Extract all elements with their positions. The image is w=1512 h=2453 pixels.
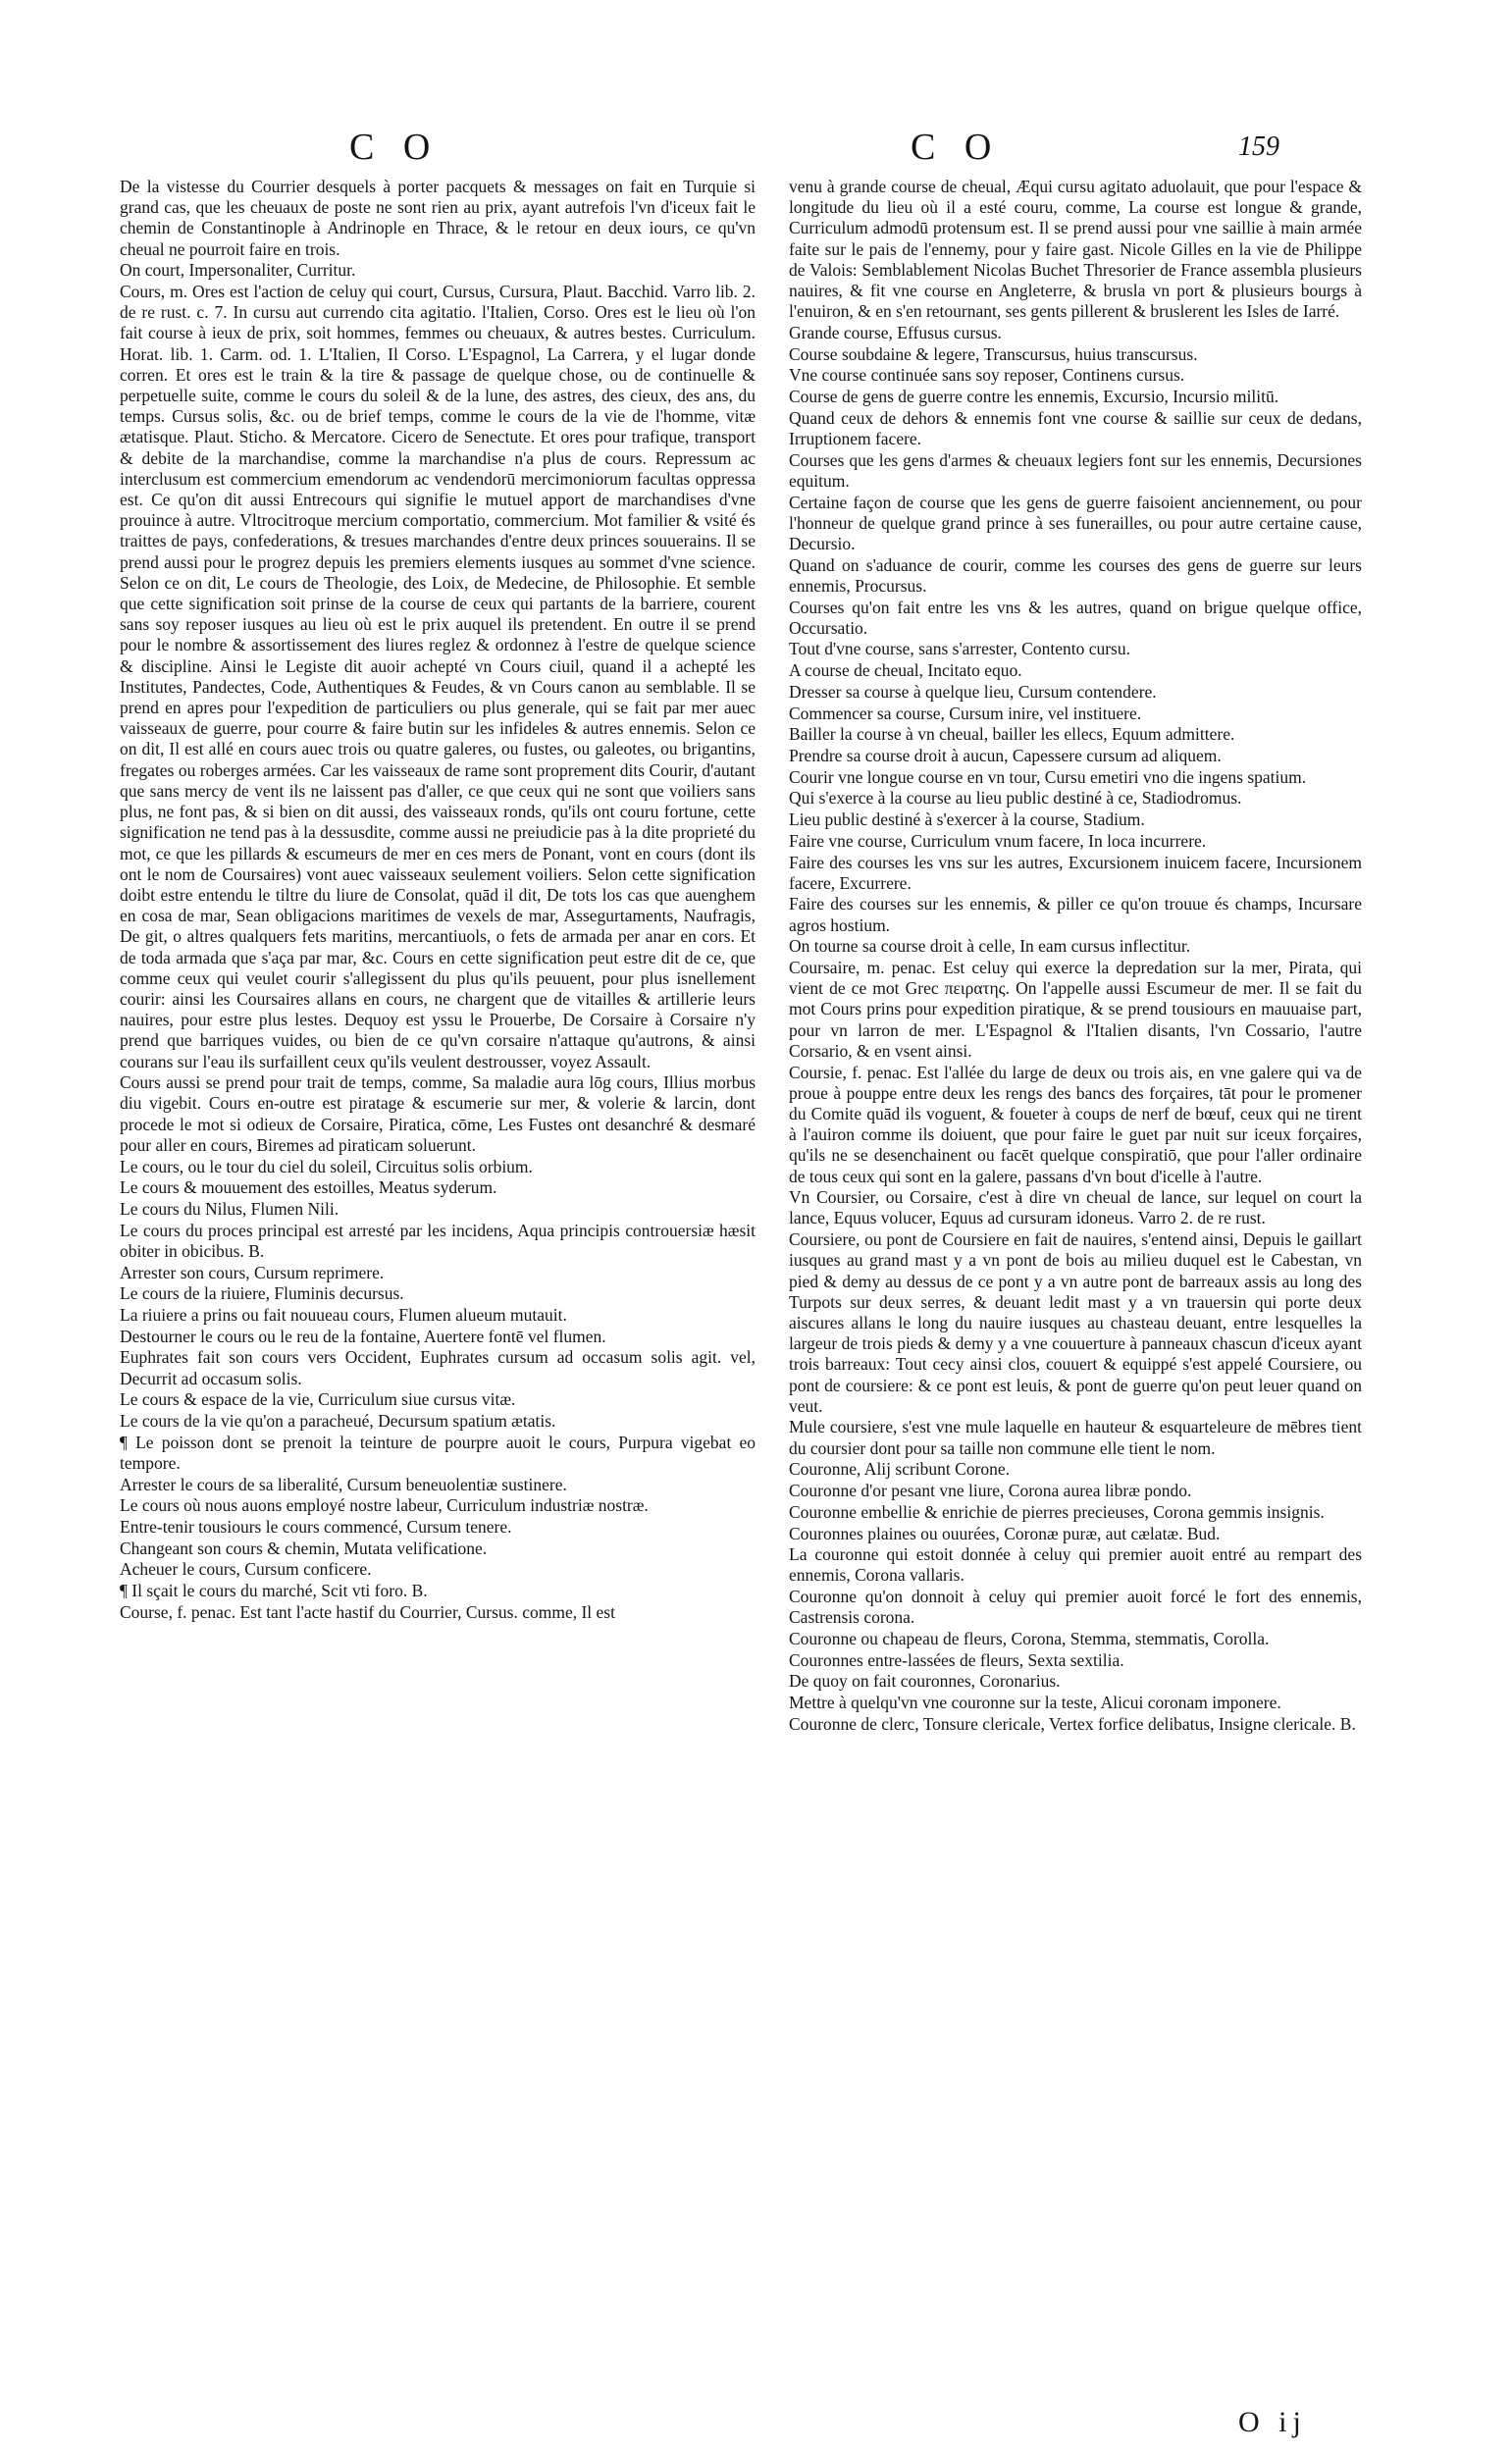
- dictionary-entry: Bailler la course à vn cheual, bailler les ellecs, Equum admittere.: [789, 724, 1235, 745]
- right-column: [789, 177, 1362, 1736]
- dictionary-entry: On court, Impersonaliter, Curritur.: [120, 260, 356, 281]
- dictionary-entry: Le cours de la vie qu'on a paracheué, Decursum spatium ætatis.: [120, 1410, 556, 1431]
- dictionary-entry: Couronne, Alij scribunt Corone.: [789, 1459, 1011, 1480]
- dictionary-entry: Cours aussi se prend pour trait de temps, comme, Sa maladie aura lōg cours, Illius morbus diu vigebit. Cours en-outre est piratage & escumerie sur mer, & volerie & larcin, dont procede le mot si odieux de Corsaire, Piratica, cōme, Les Fustes ont desanchré & desmaré pour aller en cours, Biremes ad piraticam soluerunt.: [120, 1072, 756, 1155]
- dictionary-entry: De la vistesse du Courrier desquels à porter pacquets & messages on fait en Turquie si grand cas, que les cheuaux de poste ne sont rien au prix, ayant autrefois l'vn d'iceux fait le chemin de Constantinople à Andrinople en Thrace, & le retour en deux iours, ce qu'vn cheual ne pourroit faire en trois.: [120, 177, 756, 259]
- dictionary-entry: Faire des courses les vns sur les autres, Excursionem inuicem facere, Incursionem facere, Excurrere.: [789, 852, 1362, 893]
- dictionary-entry: Course, f. penac. Est tant l'acte hastif du Courrier, Cursus. comme, Il est: [120, 1601, 615, 1622]
- page-header: [0, 126, 1512, 184]
- dictionary-entry: Couronnes plaines ou ouurées, Coronæ puræ, aut cælatæ. Bud.: [789, 1523, 1221, 1543]
- dictionary-entry: La riuiere a prins ou fait nouueau cours, Flumen alueum mutauit.: [120, 1304, 567, 1325]
- dictionary-entry: La couronne qui estoit donnée à celuy qui premier auoit entré au rempart des ennemis, Corona vallaris.: [789, 1544, 1362, 1586]
- dictionary-entry: Cours, m. Ores est l'action de celuy qui court, Cursus, Cursura, Plaut. Bacchid. Varro lib. 2. de re rust. c. 7. In cursu aut currendo cita agitatio. l'Italien, Corso. Ores est le lieu où l'on fait course à ieux de prix, soit hommes, femmes ou cheuaux, & autres bestes. Curriculum. Horat. lib. 1. Carm. od. 1. L'Italien, Il Corso. L'Espagnol, La Carrera, y el lugar donde corren. Et ores est le train & la tire & passage de quelque chose, ou de continuelle & perpetuelle suite, comme le cours du soleil & de la lune, des astres, des cieux, des ans, du temps. Cursus solis, &c. ou de brief temps, comme le cours de la vie de l'homme, vitæ ætatisque. Plaut. Sticho. & Mercatore. Cicero de Senectute. Et ores pour trafique, transport & debite de la marchandise, comme la marchandise n'a plus de cours. Repressum ac interclusum est commercium emendorum ac vendendorū mercimoniorum facultas oppressa est. Ce qu'on dit aussi Entrecours qui signifie le mutuel apport de marchandises d'vne prouince à autre. Vltrocitroque mercium comportatio, commercium. Mot familier & vsité és traittes de pays, confederations, & tresues marchandes d'entre deux princes souuerains. Il se prend aussi pour le progrez depuis les premiers elements iusques au sommet d'vne science. Selon ce on dit, Le cours de Theologie, des Loix, de Medecine, de Philosophie. Et semble que cette signification soit prinse de la course de ceux qui partants de la barriere, courent sans soy reposer iusques au lieu où est le prix auquel ils pretendent. En outre il se prend pour le nombre & assortissement des liures reglez & ordonnez à l'estre de quelque science & discipline. Ainsi le Legiste dit auoir achepté vn Cours ciuil, quand il a achepté les Institutes, Pandectes, Code, Authentiques & Feudes, & vn Cours canon au semblable. Il se prend en apres pour l'expedition de particuliers ou plus generale, qui se fait par mer auec vaisseaux de guerre, pour courre & faire butin sur les infideles & autres ennemis. Selon ce on dit, Il est allé en cours auec trois ou quatre galeres, ou fustes, ou galeotes, ou brigantins, fregates ou roberges armées. Car les vaisseaux de rame sont proprement dits Courir, d'autant que sans mercy de vent ils ne laissent pas d'aller, ce que ceux qui ne sont que voiliers sans plus, ne font pas, & si bien on dit aussi, des vaisseaux ronds, qu'ils ont couru fortune, cette signification ne tend pas à la dessusdite, comme aussi ne preiudicie pas à la dite proprieté du mot, ce que les pillards & escumeurs de mer en ces mers de Ponant, vont en cours (dont ils ont le nom de Coursaires) vont auec vaisseaux seulement voiliers. Selon cette signification doibt estre entendu le tiltre du liure de Consolat, quād il dit, De tots los cas que auenghem en cosa de mar, Sean obligacions maritimes de vexels de mar, Assegurtaments, Naufragis, De git, o altres qualquers fets maritins, mercantiuols, o fets de armada per anar en cors. Et de toda armada que s'aça par mar, &c. Cours en cette signification peut estre dit de ce, que comme ceux qui veulet courir s'allegissent du plus qu'ils peuuent, pour plus isnellement courir: ainsi les Coursaires allans en cours, ne chargent que de vitailles & artillerie leurs nauires, pour estre plus lestes. Dequoy est yssu le Prouerbe, De Corsaire à Corsaire n'y prend que barriques vuides, ou bien de ce qu'vn corsaire n'attaque qu'autrons, & ainsi courans sur l'eau ils surfaillent ceux qu'ils veulent destrousser, voyez Assault.: [120, 282, 756, 1071]
- dictionary-entry: venu à grande course de cheual, Æqui cursu agitato aduolauit, que pour l'espace & longitude du lieu où il a esté couru, comme, La course est longue & grande, Curriculum admodū protensum est. Il se prend aussi pour vne saillie à main armée faite sur le pais de l'ennemy, pour y faire gast. Nicole Gilles en la vie de Philippe de Valois: Semblablement Nicolas Buchet Thresorier de France assembla plusieurs nauires, & fit vne course en Angleterre, & brusla vn port & plusieurs bourgs à l'enuiron, & en s'en retournant, ses gents pillerent & bruslerent les Isles de Iarré.: [789, 177, 1362, 322]
- dictionary-entry: On tourne sa course droit à celle, In eam cursus inflectitur.: [789, 936, 1191, 957]
- dictionary-entry: Le cours & mouuement des estoilles, Meatus syderum.: [120, 1177, 497, 1198]
- dictionary-entry: Couronne d'or pesant vne liure, Corona aurea libræ pondo.: [789, 1481, 1192, 1501]
- dictionary-entry: ¶ Il sçait le cours du marché, Scit vti foro. B.: [120, 1581, 428, 1601]
- dictionary-entry: Mettre à quelqu'vn vne couronne sur la teste, Alicui coronam imponere.: [789, 1693, 1281, 1713]
- dictionary-entry: Certaine façon de course que les gens de guerre faisoient anciennement, ou pour l'honneur de quelque grand prince à ses funerailles, ou pour autre certaine cause, Decursio.: [789, 492, 1362, 553]
- dictionary-entry: Quand ceux de dehors & ennemis font vne course & saillie sur ceux de dedans, Irruptionem facere.: [789, 407, 1362, 448]
- dictionary-entry: Euphrates fait son cours vers Occident, Euphrates cursum ad occasum solis agit. vel, Decurrit ad occasum solis.: [120, 1347, 756, 1388]
- dictionary-entry: Arrester son cours, Cursum reprimere.: [120, 1262, 385, 1282]
- dictionary-entry: Grande course, Effusus cursus.: [789, 322, 1002, 342]
- dictionary-entry: Destourner le cours ou le reu de la fontaine, Auertere fontē vel flumen.: [120, 1326, 606, 1346]
- dictionary-entry: Le cours & espace de la vie, Curriculum siue cursus vitæ.: [120, 1389, 516, 1410]
- dictionary-entry: Course de gens de guerre contre les ennemis, Excursio, Incursio militū.: [789, 387, 1279, 407]
- dictionary-entry: Entre-tenir tousiours le cours commencé, Cursum tenere.: [120, 1517, 512, 1537]
- dictionary-entry: Couronne de clerc, Tonsure clericale, Vertex forfice delibatus, Insigne clericale. B.: [789, 1713, 1356, 1734]
- dictionary-entry: Courir vne longue course en vn tour, Cursu emetiri vno die ingens spatium.: [789, 766, 1307, 787]
- dictionary-entry: Dresser sa course à quelque lieu, Cursum contendere.: [789, 681, 1157, 702]
- dictionary-entry: Couronne embellie & enrichie de pierres precieuses, Corona gemmis insignis.: [789, 1501, 1325, 1522]
- dictionary-entry: ¶ Le poisson dont se prenoit la teinture de pourpre auoit le cours, Purpura vigebat eo tempore.: [120, 1432, 756, 1473]
- dictionary-entry: Lieu public destiné à s'exercer à la course, Stadium.: [789, 809, 1145, 830]
- dictionary-entry: Le cours, ou le tour du ciel du soleil, Circuitus solis orbium.: [120, 1156, 533, 1176]
- dictionary-entry: Vne course continuée sans soy reposer, Continens cursus.: [789, 365, 1185, 386]
- dictionary-entry: Acheuer le cours, Cursum conficere.: [120, 1559, 372, 1580]
- dictionary-entry: Quand on s'aduance de courir, comme les courses des gens de guerre sur leurs ennemis, Procursus.: [789, 554, 1362, 596]
- dictionary-entry: Vn Coursier, ou Corsaire, c'est à dire vn cheual de lance, sur lequel on court la lance, Equus volucer, Equus ad cursuram idoneus. Varro 2. de re rust.: [789, 1187, 1362, 1228]
- dictionary-entry: Le cours du Nilus, Flumen Nili.: [120, 1198, 339, 1219]
- running-head-right: C O: [911, 127, 1002, 168]
- dictionary-entry: Le cours du proces principal est arresté par les incidens, Aqua principis controuersiæ hæsit obiter in obicibus. B.: [120, 1220, 756, 1261]
- dictionary-entry: Faire vne course, Curriculum vnum facere, In loca incurrere.: [789, 830, 1207, 851]
- dictionary-entry: Changeant son cours & chemin, Mutata velificatione.: [120, 1538, 488, 1558]
- dictionary-entry: Couronne qu'on donnoit à celuy qui premier auoit forcé le fort des ennemis, Castrensis corona.: [789, 1587, 1362, 1628]
- dictionary-entry: De quoy on fait couronnes, Coronarius.: [789, 1671, 1061, 1692]
- left-column: [120, 177, 756, 1624]
- dictionary-entry: Arrester le cours de sa liberalité, Cursum beneuolentiæ sustinere.: [120, 1474, 567, 1494]
- dictionary-entry: Coursaire, m. penac. Est celuy qui exerce la depredation sur la mer, Pirata, qui vient de ce mot Grec πειρατης. On l'appelle aussi Escumeur de mer. Il se fait du mot Cours prins pour expedition piratique, & se prend tousiours en mauuaise part, pour vn larron de mer. L'Espagnol & l'Italien disants, l'vn Cossario, l'autre Corsario, & en vsent ainsi.: [789, 958, 1362, 1061]
- dictionary-entry: Couronne ou chapeau de fleurs, Corona, Stemma, stemmatis, Corolla.: [789, 1629, 1270, 1649]
- running-head-left: C O: [349, 127, 441, 168]
- dictionary-entry: Qui s'exerce à la course au lieu public destiné à ce, Stadiodromus.: [789, 788, 1242, 809]
- dictionary-entry: Le cours où nous auons employé nostre labeur, Curriculum industriæ nostræ.: [120, 1495, 649, 1516]
- dictionary-entry: Courses que les gens d'armes & cheuaux legiers font sur les ennemis, Decursiones equitum.: [789, 449, 1362, 491]
- page-number: 159: [1238, 131, 1279, 162]
- dictionary-entry: Coursie, f. penac. Est l'allée du large de deux ou trois ais, en vne galere qui va de proue à pouppe entre deux les rengs des bancs des forçaires, tāt pour le promener du Comite quād ils voguent, & foueter à coups de nerf de bœuf, ceux qui ne tirent à l'auiron comme ils doiuent, que pour faire le guet par nuit sur iceux forçaires, qu'ils ne se desenchainent ou facēt quelque conspiratiō, que pour l'aller ordinaire de tous ceux qui sont en la galere, passans d'vn bout d'icelle à l'autre.: [789, 1062, 1362, 1186]
- dictionary-entry: Mule coursiere, s'est vne mule laquelle en hauteur & esquarteleure de mēbres tient du coursier dont pour sa taille non commune elle tient le nom.: [789, 1417, 1362, 1458]
- dictionary-entry: Coursiere, ou pont de Coursiere en fait de nauires, s'entend ainsi, Depuis le gaillart iusques au grand mast y a vn pont de bois au milieu duquel est le Cabestan, vn pied & demy au dessus de ce pont y a vn autre pont de barreaux assis au long des Turpots sur deux serres, & deuant ledit mast y a vn trauersin qui porte deux aiscures allans le long du nauire iusques au chasteau deuant, entre lesquelles la largeur de trois pieds & demy y a vne couuerture à panneaux chascun d'iceux ayant trois barreaux: Tout cecy ainsi clos, couuert & equippé s'est appelé Coursiere, ou pont de coursiere: & ce pont est leuis, & pont de guerre qu'on peut leuer quand on veut.: [789, 1229, 1362, 1416]
- dictionary-entry: Le cours de la riuiere, Fluminis decursus.: [120, 1283, 404, 1304]
- dictionary-entry: Faire des courses sur les ennemis, & piller ce qu'on trouue és champs, Incursare agros hostium.: [789, 894, 1362, 935]
- signature-mark: O ij: [1238, 2406, 1307, 2438]
- dictionary-entry: A course de cheual, Incitato equo.: [789, 660, 1022, 681]
- dictionary-entry: Course soubdaine & legere, Transcursus, huius transcursus.: [789, 343, 1198, 364]
- dictionary-entry: Tout d'vne course, sans s'arrester, Contento cursu.: [789, 639, 1130, 659]
- dictionary-entry: Commencer sa course, Cursum inire, vel instituere.: [789, 703, 1142, 723]
- dictionary-entry: Couronnes entre-lassées de fleurs, Sexta sextilia.: [789, 1649, 1124, 1670]
- dictionary-entry: Prendre sa course droit à aucun, Capessere cursum ad aliquem.: [789, 745, 1222, 765]
- dictionary-entry: Courses qu'on fait entre les vns & les autres, quand on brigue quelque office, Occursatio.: [789, 597, 1362, 638]
